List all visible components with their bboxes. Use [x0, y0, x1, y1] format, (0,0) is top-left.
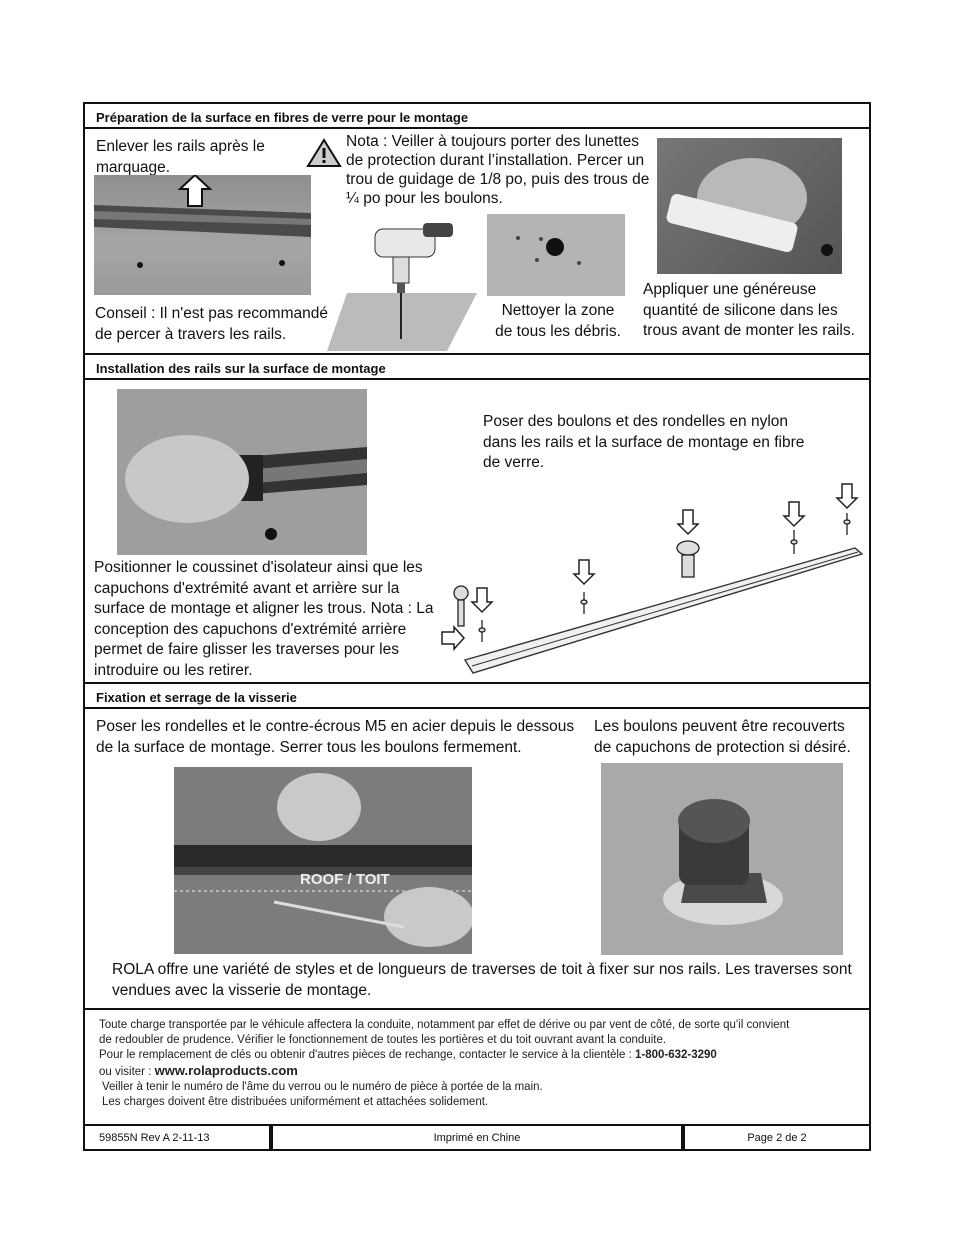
section-header-fixing: Fixation et serrage de la visserie — [83, 682, 871, 709]
note-line-2: de redoubler de prudence. Vérifier le fonctionnement de toutes les portières et du toit ouvrant avant la conduite. — [99, 1034, 667, 1046]
bolts-washers-text: Poser des boulons et des rondelles en nylon dans les rails et la surface de montage en fibre de verre. — [483, 413, 805, 471]
page-number-cell: Page 2 de 2 — [683, 1124, 871, 1151]
drill-illustration — [327, 213, 477, 351]
tip-text: Conseil : Il n'est pas recommandé de percer à travers les rails. — [95, 305, 328, 343]
position-isolator-text: Positionner le coussinet d'isolateur ainsi que les capuchons d'extrémité avant et arrière sur la surface de montage et aligner les trous. Nota : La conception des capuchons d'extrémité arrière permet de faire glisser les traverses pour les introduire ou les retirer. — [94, 559, 434, 679]
safety-note-text: Nota : Veiller à toujours porter des lunettes de protection durant l’installation. Percer un trou de guidage de 1/8 po, puis des trous de ¼ po pour les boulons. — [346, 133, 650, 207]
note-line-1: Toute charge transportée par le véhicule affectera la conduite, notamment par effet de dérive ou par vent de côté, de sorte qu'il convient — [99, 1019, 790, 1031]
roof-label: ROOF / TOIT — [300, 871, 390, 888]
note-line-3: Pour le remplacement de clés ou obtenir d'autres pièces de rechange, contacter le service à la clientèle : — [99, 1049, 635, 1061]
note-line-6: Les charges doivent être distribuées uniformément et attachées solidement. — [102, 1096, 489, 1108]
drilled-holes-photo — [487, 214, 625, 296]
note-line-5: Veiller à tenir le numéro de l'âme du verrou ou le numéro de pièce à portée de la main. — [102, 1081, 543, 1093]
remove-rails-text: Enlever les rails après le marquage. — [96, 138, 265, 176]
part-number-cell: 59855N Rev A 2-11-13 — [83, 1124, 271, 1151]
phone-number: 1-800-632-3290 — [634, 1049, 717, 1061]
rail-assembly-diagram — [440, 480, 865, 678]
section-header-installation: Installation des rails sur la surface de montage — [83, 353, 871, 380]
protective-caps-text: Les boulons peuvent être recouverts de capuchons de protection si désiré. — [594, 718, 851, 756]
note-line-4: ou visiter : — [99, 1066, 155, 1078]
tightening-photo — [174, 767, 472, 954]
silicone-text: Appliquer une généreuse quantité de silicone dans les trous avant de monter les rails. — [643, 281, 855, 339]
silicone-photo — [657, 138, 842, 274]
washers-nuts-text: Poser les rondelles et le contre-écrous M5 en acier depuis le dessous de la surface de montage. Serrer tous les boulons fermement. — [96, 718, 575, 756]
capped-bolt-photo — [601, 763, 843, 955]
end-cap-photo — [117, 389, 367, 555]
rail-marking-photo — [94, 175, 311, 295]
clean-debris-text: Nettoyer la zone de tous les débris. — [495, 302, 621, 340]
made-in-cell: Imprimé en Chine — [271, 1124, 683, 1151]
website-link[interactable]: www.rolaproducts.com — [154, 1063, 298, 1078]
rola-offer-text: ROLA offre une variété de styles et de longueurs de traverses de toit à fixer sur nos rails. Les traverses sont vendues avec la visserie de montage. — [112, 961, 852, 999]
warning-icon — [306, 138, 342, 168]
section-header-preparation: Préparation de la surface en fibres de verre pour le montage — [83, 102, 871, 129]
